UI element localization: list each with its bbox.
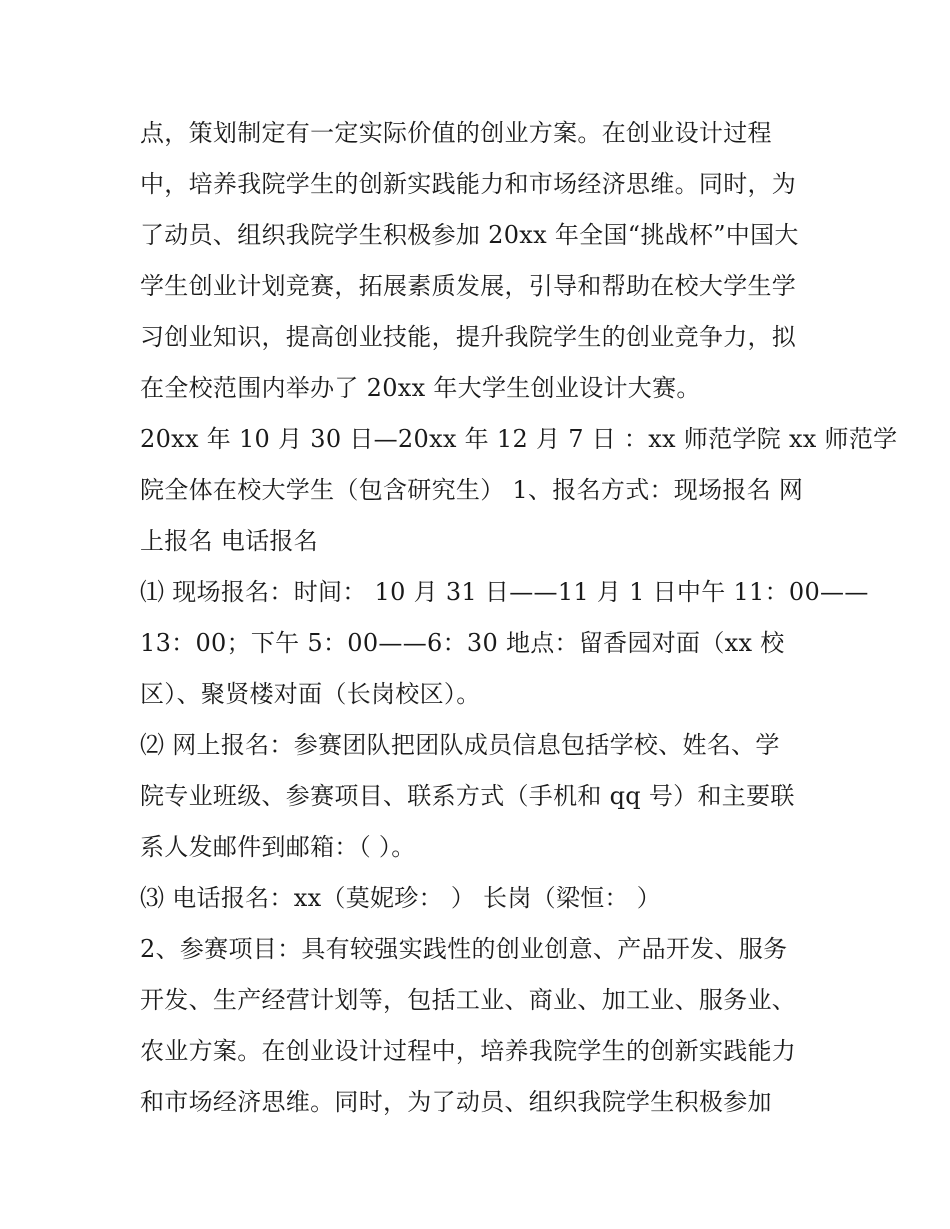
- text-line: 农业方案。在创业设计过程中，培养我院学生的创新实践能力: [140, 1037, 797, 1065]
- text-line: 点，策划制定有一定实际价值的创业方案。在创业设计过程: [140, 119, 772, 147]
- text-line: 13：00；下午 5：00——6：30 地点：留香园对面（xx 校: [140, 629, 785, 657]
- document-body: [140, 108, 898, 1128]
- text-line: 院全体在校大学生（包含研究生） 1、报名方式：现场报名 网: [140, 476, 804, 504]
- text-line: 上报名 电话报名: [140, 527, 319, 555]
- text-line: 系人发邮件到邮箱：（ ）。: [140, 833, 416, 861]
- text-line: 了动员、组织我院学生积极参加 20xx 年全国“挑战杯”中国大: [140, 221, 799, 249]
- text-line: 区）、聚贤楼对面（长岗校区）。: [140, 680, 481, 708]
- text-line: ⑴ 现场报名：时间： 10 月 31 日——11 月 1 日中午 11：00——: [140, 578, 869, 606]
- text-line: 2、参赛项目：具有较强实践性的创业创意、产品开发、服务: [140, 935, 788, 963]
- text-line: 和市场经济思维。同时，为了动员、组织我院学生积极参加: [140, 1088, 772, 1116]
- text-line: 在全校范围内举办了 20xx 年大学生创业设计大赛。: [140, 374, 701, 402]
- text-line: ⑶ 电话报名：xx（莫妮珍： ） 长岗（梁恒： ）: [140, 884, 662, 912]
- text-line: 中，培养我院学生的创新实践能力和市场经济思维。同时，为: [140, 170, 797, 198]
- text-line: 学生创业计划竞赛，拓展素质发展，引导和帮助在校大学生学: [140, 272, 797, 300]
- text-line: 开发、生产经营计划等，包括工业、商业、加工业、服务业、: [140, 986, 797, 1014]
- text-line: ⑵ 网上报名：参赛团队把团队成员信息包括学校、姓名、学: [140, 731, 780, 759]
- text-line: 院专业班级、参赛项目、联系方式（手机和 qq 号）和主要联: [140, 782, 795, 810]
- text-line: 20xx 年 10 月 30 日—20xx 年 12 月 7 日 ：xx 师范学院 xx 师范学: [140, 425, 898, 453]
- text-line: 习创业知识，提高创业技能，提升我院学生的创业竞争力，拟: [140, 323, 797, 351]
